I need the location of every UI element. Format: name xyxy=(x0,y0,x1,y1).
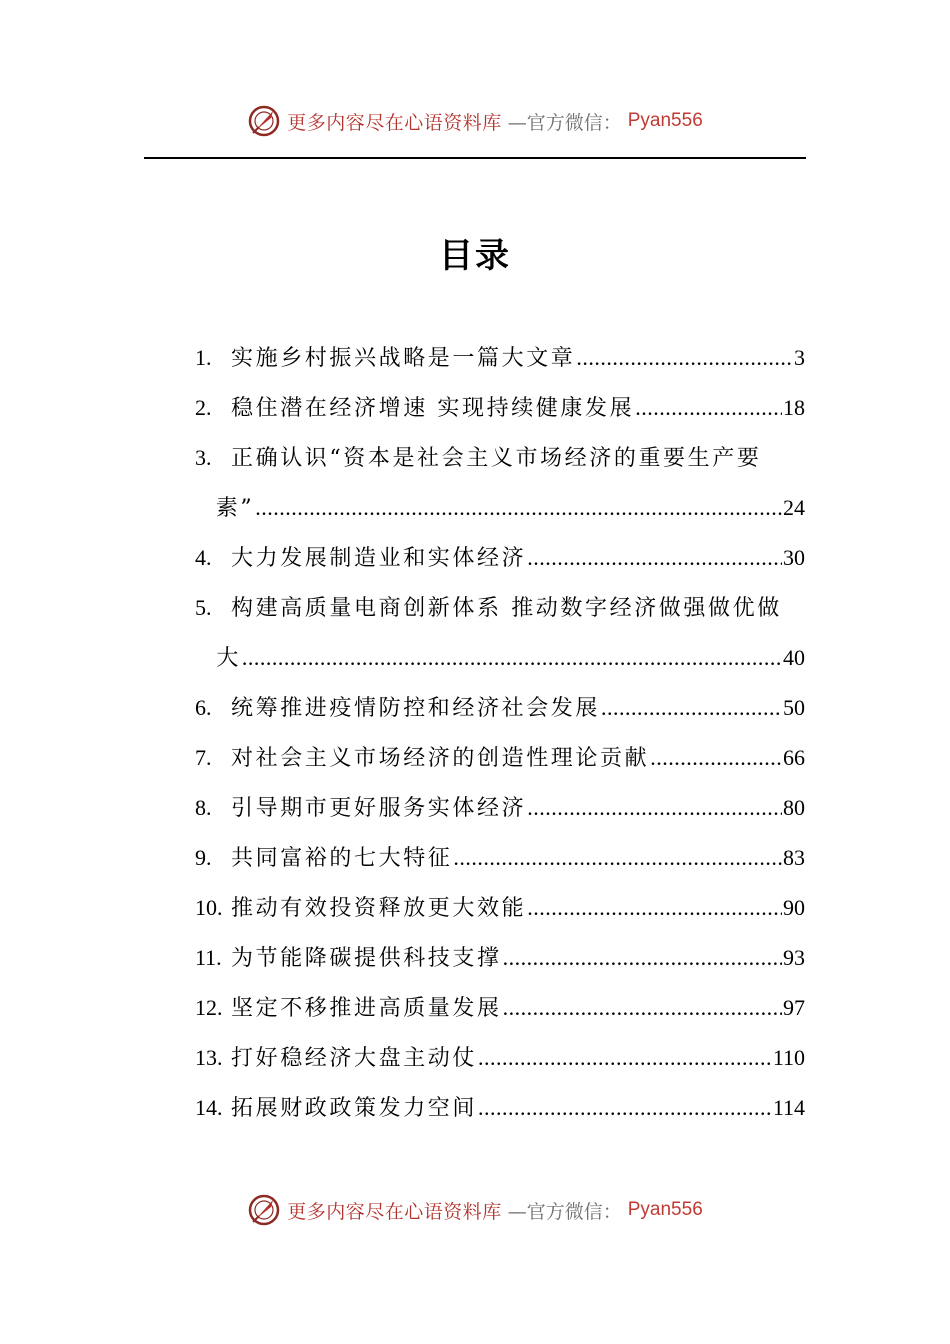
toc-num: 1. xyxy=(195,345,212,370)
toc-entry-8[interactable] xyxy=(195,783,805,833)
footer-banner xyxy=(0,1193,950,1227)
toc-leader xyxy=(478,1033,772,1083)
footer-gray-text: —官方微信： xyxy=(507,1200,622,1223)
toc-leader xyxy=(503,983,782,1033)
toc-leader xyxy=(453,833,782,883)
toc-num: 11. xyxy=(195,945,222,970)
header-red-text: 更多内容尽在心语资料库 xyxy=(287,111,502,134)
toc-entry-2[interactable] xyxy=(195,383,805,433)
toc-leader xyxy=(527,533,782,583)
quill-logo-icon xyxy=(247,104,281,138)
toc-text: 坚定不移推进高质量发展 xyxy=(231,996,502,1021)
toc-entry-3[interactable] xyxy=(195,433,805,483)
header-divider xyxy=(144,157,806,159)
toc-text: 引导期市更好服务实体经济 xyxy=(231,796,527,821)
toc-num: 12. xyxy=(195,995,223,1020)
toc-page: 83 xyxy=(783,845,805,870)
quill-logo-icon xyxy=(247,1193,281,1227)
toc-page: 66 xyxy=(783,745,805,770)
toc-page: 110 xyxy=(772,1045,805,1070)
toc-text-cont: 大 xyxy=(216,646,241,671)
toc-page: 90 xyxy=(783,895,805,920)
toc-text: 实施乡村振兴战略是一篇大文章 xyxy=(231,346,576,371)
toc-num: 14. xyxy=(195,1095,223,1120)
toc-text: 拓展财政政策发力空间 xyxy=(231,1096,478,1121)
toc-entry-4[interactable] xyxy=(195,533,805,583)
toc-page: 114 xyxy=(772,1095,805,1120)
toc-text: 打好稳经济大盘主动仗 xyxy=(231,1046,478,1071)
toc-num: 7. xyxy=(195,745,212,770)
toc-leader xyxy=(242,633,782,683)
toc-leader xyxy=(650,733,782,783)
toc-entry-1[interactable] xyxy=(195,333,805,383)
toc-num: 13. xyxy=(195,1045,223,1070)
toc-entry-5-cont[interactable] xyxy=(195,633,805,683)
toc-entry-12[interactable] xyxy=(195,983,805,1033)
toc-num: 8. xyxy=(195,795,212,820)
toc-page: 97 xyxy=(783,995,805,1020)
toc-entry-6[interactable] xyxy=(195,683,805,733)
toc-leader xyxy=(601,683,782,733)
toc-leader xyxy=(635,383,782,433)
page-title: 目录 xyxy=(439,236,511,276)
toc-entry-11[interactable] xyxy=(195,933,805,983)
toc-entry-5[interactable] xyxy=(195,583,805,633)
toc-num: 6. xyxy=(195,695,212,720)
toc-page: 80 xyxy=(783,795,805,820)
toc-entry-3-cont[interactable] xyxy=(195,483,805,533)
toc-page: 24 xyxy=(783,495,805,520)
toc-text: 正确认识“资本是社会主义市场经济的重要生产要 xyxy=(231,446,762,471)
toc-leader xyxy=(527,783,782,833)
toc-page: 40 xyxy=(783,645,805,670)
toc-entry-14[interactable] xyxy=(195,1083,805,1133)
footer-red-text: 更多内容尽在心语资料库 xyxy=(287,1200,502,1223)
header-banner xyxy=(0,104,950,138)
toc-num: 9. xyxy=(195,845,212,870)
table-of-contents xyxy=(195,333,805,1133)
toc-entry-10[interactable] xyxy=(195,883,805,933)
toc-text: 为节能降碳提供科技支撑 xyxy=(231,946,502,971)
toc-text: 大力发展制造业和实体经济 xyxy=(231,546,527,571)
toc-page: 93 xyxy=(783,945,805,970)
footer-wechat-id: Pyan556 xyxy=(627,1199,703,1220)
toc-text: 对社会主义市场经济的创造性理论贡献 xyxy=(231,746,650,771)
header-gray-text: —官方微信： xyxy=(507,111,622,134)
toc-page: 3 xyxy=(794,345,805,370)
toc-page: 18 xyxy=(783,395,805,420)
toc-leader xyxy=(255,483,782,533)
toc-text: 推动有效投资释放更大效能 xyxy=(231,896,527,921)
toc-num: 4. xyxy=(195,545,212,570)
header-wechat-id: Pyan556 xyxy=(627,110,703,131)
toc-page: 50 xyxy=(783,695,805,720)
toc-num: 10. xyxy=(195,895,223,920)
toc-leader xyxy=(576,333,793,383)
toc-leader xyxy=(478,1083,772,1133)
toc-text: 共同富裕的七大特征 xyxy=(231,846,453,871)
toc-entry-9[interactable] xyxy=(195,833,805,883)
toc-entry-13[interactable] xyxy=(195,1033,805,1083)
toc-page: 30 xyxy=(783,545,805,570)
toc-leader xyxy=(503,933,782,983)
toc-text-cont: 素” xyxy=(215,496,255,521)
toc-num: 5. xyxy=(195,595,212,620)
toc-text: 构建高质量电商创新体系 推动数字经济做强做优做 xyxy=(231,596,782,621)
toc-text: 稳住潜在经济增速 实现持续健康发展 xyxy=(231,396,635,421)
toc-text: 统筹推进疫情防控和经济社会发展 xyxy=(231,696,601,721)
toc-leader xyxy=(527,883,782,933)
toc-num: 3. xyxy=(195,445,212,470)
toc-num: 2. xyxy=(195,395,212,420)
toc-entry-7[interactable] xyxy=(195,733,805,783)
